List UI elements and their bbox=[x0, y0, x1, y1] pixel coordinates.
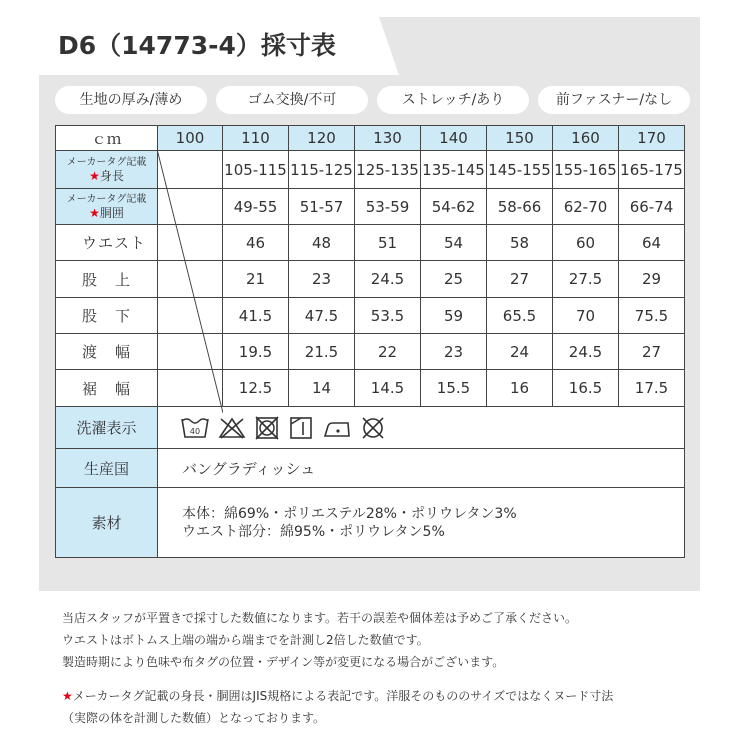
table-cell: 155-165 bbox=[553, 151, 619, 189]
row-label-inseam: 股下 bbox=[56, 298, 158, 334]
table-cell: 22 bbox=[355, 334, 421, 370]
empty-column-diagonal bbox=[157, 149, 223, 413]
table-cell: 17.5 bbox=[619, 370, 685, 407]
table-row-height bbox=[56, 151, 685, 189]
attribute-elastic: ゴム交換/不可 bbox=[216, 86, 368, 114]
table-cell: 16 bbox=[487, 370, 553, 407]
table-cell: 27.5 bbox=[553, 261, 619, 298]
table-cell: 48 bbox=[289, 225, 355, 261]
line-dry-icon bbox=[288, 416, 314, 440]
no-dry-clean-icon bbox=[360, 416, 386, 440]
attribute-thickness: 生地の厚み/薄め bbox=[55, 86, 207, 114]
attribute-front-zipper: 前ファスナー/なし bbox=[538, 86, 690, 114]
maker-tag-label: メーカータグ記載 bbox=[66, 193, 147, 205]
table-row-thigh bbox=[56, 334, 685, 370]
table-cell: 24.5 bbox=[355, 261, 421, 298]
table-cell: 62-70 bbox=[553, 189, 619, 225]
attribute-pills bbox=[55, 86, 695, 116]
table-cell: 60 bbox=[553, 225, 619, 261]
material-value bbox=[158, 488, 685, 558]
page-title: D6（14773-4）採寸表 bbox=[58, 31, 336, 60]
table-cell: 41.5 bbox=[223, 298, 289, 334]
table-cell: 46 bbox=[223, 225, 289, 261]
table-cell: 53-59 bbox=[355, 189, 421, 225]
table-cell: 58-66 bbox=[487, 189, 553, 225]
size-header-140: 140 bbox=[421, 126, 487, 151]
table-cell: 15.5 bbox=[421, 370, 487, 407]
footnote-nude: （実際の体を計測した数値）となっております。 bbox=[62, 711, 326, 725]
table-cell: 70 bbox=[553, 298, 619, 334]
table-cell: 145-155 bbox=[487, 151, 553, 189]
size-header-130: 130 bbox=[355, 126, 421, 151]
table-cell: 165-175 bbox=[619, 151, 685, 189]
notes bbox=[62, 607, 722, 729]
care-symbols bbox=[158, 415, 684, 441]
row-label-care: 洗濯表示 bbox=[56, 407, 158, 449]
table-cell: 21.5 bbox=[289, 334, 355, 370]
table-row-material bbox=[56, 488, 685, 558]
table-row-waist-girth bbox=[56, 189, 685, 225]
table-cell: 125-135 bbox=[355, 151, 421, 189]
notes-gap bbox=[62, 673, 722, 685]
table-cell: 24.5 bbox=[553, 334, 619, 370]
table-cell: 27 bbox=[487, 261, 553, 298]
row-label-height bbox=[56, 151, 158, 189]
table-cell: 25 bbox=[421, 261, 487, 298]
star-mark: ★ bbox=[89, 205, 100, 220]
size-table bbox=[55, 125, 685, 558]
table-cell: 19.5 bbox=[223, 334, 289, 370]
table-cell: 75.5 bbox=[619, 298, 685, 334]
table-cell: 21 bbox=[223, 261, 289, 298]
footnote-line1: メーカータグ記載の身長・胴囲はJIS規格による表記です。洋服そのもののサイズではなくヌード寸法 bbox=[72, 689, 614, 703]
care-symbols-cell bbox=[158, 407, 685, 449]
note-measurement: 当店スタッフが平置きで採寸した数値になります。若干の誤差や個体差は予めご了承ください。 bbox=[62, 611, 578, 625]
row-label-thigh: 渡幅 bbox=[56, 334, 158, 370]
size-header-170: 170 bbox=[619, 126, 685, 151]
star-mark: ★ bbox=[62, 689, 73, 703]
table-row-inseam bbox=[56, 298, 685, 334]
size-header-150: 150 bbox=[487, 126, 553, 151]
table-cell: 66-74 bbox=[619, 189, 685, 225]
table-cell: 51 bbox=[355, 225, 421, 261]
row-label-origin: 生産国 bbox=[56, 449, 158, 488]
table-cell: 14.5 bbox=[355, 370, 421, 407]
row-label-hem: 裾幅 bbox=[56, 370, 158, 407]
height-label: 身長 bbox=[99, 168, 124, 183]
size-header-row bbox=[56, 126, 685, 151]
table-cell: 64 bbox=[619, 225, 685, 261]
table-cell: 27 bbox=[619, 334, 685, 370]
size-header-100: 100 bbox=[158, 126, 223, 151]
table-cell: 58 bbox=[487, 225, 553, 261]
no-bleach-icon bbox=[218, 416, 246, 440]
no-tumble-dry-icon bbox=[254, 416, 280, 440]
table-row-origin bbox=[56, 449, 685, 488]
note-waist: ウエストはボトムス上端の端から端までを計測し2倍した数値です。 bbox=[62, 633, 429, 647]
table-cell: 23 bbox=[421, 334, 487, 370]
row-label-girth bbox=[56, 189, 158, 225]
table-cell: 53.5 bbox=[355, 298, 421, 334]
table-cell: 135-145 bbox=[421, 151, 487, 189]
table-cell: 65.5 bbox=[487, 298, 553, 334]
row-label-main bbox=[56, 169, 157, 183]
table-cell: 29 bbox=[619, 261, 685, 298]
attribute-stretch: ストレッチ/あり bbox=[377, 86, 529, 114]
girth-label: 胴囲 bbox=[99, 205, 124, 220]
origin-value: バングラディッシュ bbox=[158, 449, 685, 488]
table-cell: 51-57 bbox=[289, 189, 355, 225]
table-cell: 59 bbox=[421, 298, 487, 334]
table-cell: 54 bbox=[421, 225, 487, 261]
table-row-hem bbox=[56, 370, 685, 407]
size-header-110: 110 bbox=[223, 126, 289, 151]
table-cell: 24 bbox=[487, 334, 553, 370]
table-cell: 54-62 bbox=[421, 189, 487, 225]
row-label-rise: 股上 bbox=[56, 261, 158, 298]
star-mark: ★ bbox=[89, 168, 100, 183]
table-cell: 14 bbox=[289, 370, 355, 407]
row-label-waist: ウエスト bbox=[56, 225, 158, 261]
table-row-care bbox=[56, 407, 685, 449]
size-header-120: 120 bbox=[289, 126, 355, 151]
maker-tag-label: メーカータグ記載 bbox=[66, 156, 147, 168]
table-cell: 12.5 bbox=[223, 370, 289, 407]
wash-40-icon bbox=[180, 415, 210, 441]
table-cell: 105-115 bbox=[223, 151, 289, 189]
iron-low-icon bbox=[322, 416, 352, 440]
table-cell: 115-125 bbox=[289, 151, 355, 189]
table-cell: 49-55 bbox=[223, 189, 289, 225]
material-waist: ウエスト部分：綿95%・ポリウレタン5% bbox=[182, 523, 445, 540]
table-cell: 16.5 bbox=[553, 370, 619, 407]
material-body: 本体：綿69%・ポリエステル28%・ポリウレタン3% bbox=[182, 505, 517, 522]
note-production: 製造時期により色味や布タグの位置・デザイン等が変更になる場合がございます。 bbox=[62, 655, 505, 669]
unit-label: ｃｍ bbox=[56, 126, 158, 151]
row-label-material: 素材 bbox=[56, 488, 158, 558]
footnote-jis bbox=[62, 685, 722, 707]
size-header-160: 160 bbox=[553, 126, 619, 151]
table-row-rise bbox=[56, 261, 685, 298]
table-cell: 47.5 bbox=[289, 298, 355, 334]
table-row-waist bbox=[56, 225, 685, 261]
row-label-main bbox=[56, 206, 157, 220]
table-cell: 23 bbox=[289, 261, 355, 298]
wash-temp-label: 40 bbox=[189, 426, 201, 436]
